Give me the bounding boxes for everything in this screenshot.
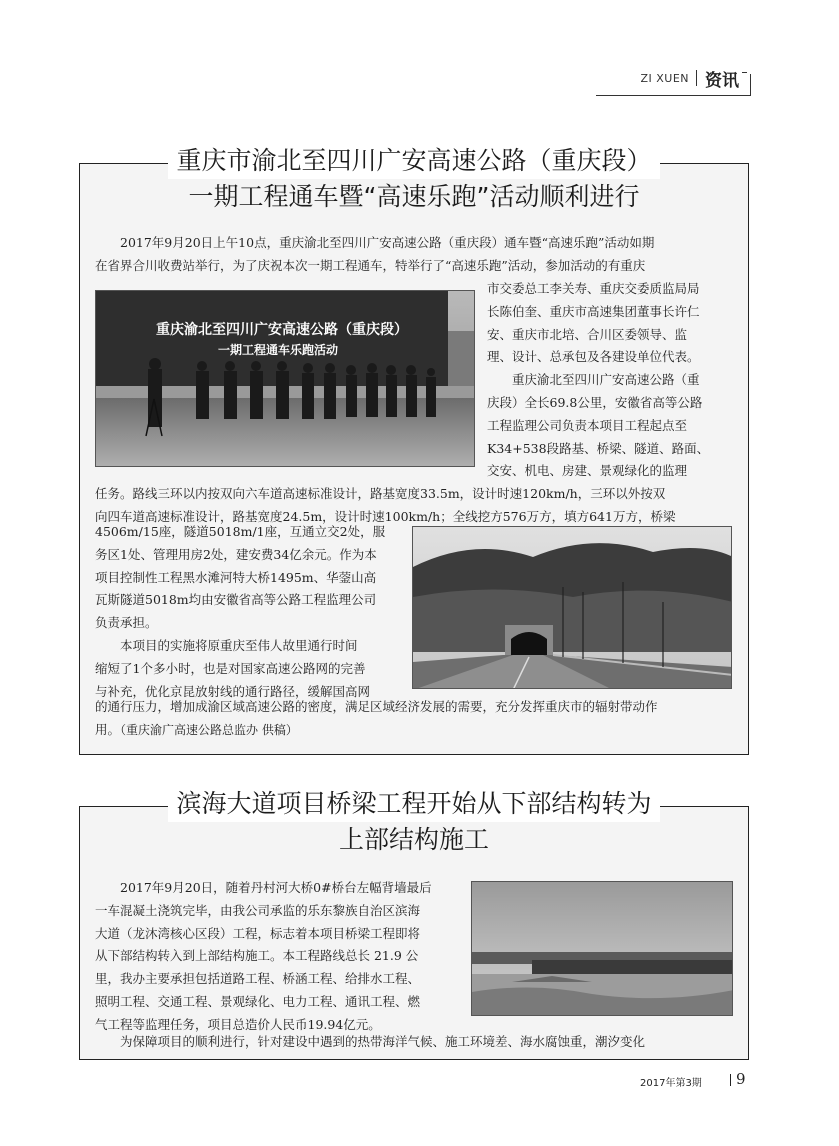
paragraph-line: 工程监理公司负责本项目工程起点至: [487, 417, 688, 433]
paragraph-line: 交安、机电、房建、景观绿化的监理: [487, 463, 688, 479]
paragraph-line: 为保障项目的顺利进行，针对建设中遇到的热带海洋气候、施工环境差、海水腐蚀重，潮汐变化: [95, 1034, 646, 1049]
ceremony-photo-image: [96, 291, 475, 467]
article2-title: [79, 786, 749, 858]
issue-label: 2017年第3期: [640, 1078, 702, 1089]
paragraph-line: 的通行压力，增加成渝区域高速公路的密度，满足区域经济发展的需要，充分发挥重庆市的辐射带动作: [95, 699, 658, 714]
article1-body-left: [95, 521, 405, 703]
paragraph-line: 大道（龙沐湾核心区段）工程，标志着本项目桥梁工程即将: [95, 925, 421, 941]
paragraph-line: 理、设计、总承包及各建设单位代表。: [487, 349, 700, 365]
ceremony-banner-text-1: 重庆渝北至四川广安高速公路（重庆段）: [156, 322, 408, 338]
section-label-zh: 资讯: [705, 71, 739, 91]
paragraph-line: 负责承担。: [95, 615, 158, 631]
construction-photo: [471, 881, 733, 1016]
article1-title-line1: 重庆市渝北至四川广安高速公路（重庆段）: [168, 143, 659, 179]
paragraph-line: 2017年9月20日上午10点，重庆渝北至四川广安高速公路（重庆段）通车暨“高速乐跑”活动如期: [95, 235, 655, 250]
paragraph-line: 任务。路线三环以内按双向六车道高速标准设计，路基宽度33.5m，设计时速120km/h，三环以外按双: [95, 486, 666, 501]
tunnel-photo-image: [413, 527, 732, 689]
paragraph-line: 瓦斯隧道5018m均由安徽省高等公路工程监理公司: [95, 592, 377, 608]
article2-title-line2: 上部结构施工: [338, 825, 489, 854]
article2-body-full: [95, 1031, 735, 1054]
article1-title: [79, 143, 749, 215]
construction-photo-image: [472, 882, 733, 1016]
footer-separator: [730, 1074, 731, 1086]
paragraph-line: 2017年9月20日，随着丹村河大桥0#桥台左幅背墙最后: [95, 880, 432, 895]
paragraph-line: 里，我办主要承担包括道路工程、桥涵工程、给排水工程、: [95, 971, 421, 987]
tunnel-photo: [412, 526, 732, 689]
paragraph-line: 气工程等监理任务，项目总造价人民币19.94亿元。: [95, 1016, 381, 1032]
paragraph-line: 市交委总工李关寿、重庆交委质监局局: [487, 281, 700, 296]
paragraph-line: 务区1处、管理用房2处，建安费34亿余元。作为本: [95, 546, 377, 562]
article1-body: [95, 232, 735, 278]
section-separator: [696, 70, 697, 86]
article1-title-line2: 一期工程通车暨“高速乐跑”活动顺利进行: [188, 182, 640, 211]
paragraph-line: 长陈伯奎、重庆市高速集团董事长许仁: [487, 303, 700, 319]
header-rule-vertical: [750, 74, 751, 96]
article1-body-end: [95, 696, 735, 742]
paragraph-last-line: [95, 719, 735, 742]
article1-body-right: [487, 278, 737, 483]
last-line-text: 用。: [95, 721, 121, 737]
paragraph-line: 与补充，优化京昆放射线的通行路径，缓解国高网: [95, 683, 371, 699]
article2-body-left: [95, 877, 465, 1037]
section-header: [596, 66, 751, 96]
paragraph-line: 缩短了1个多小时，也是对国家高速公路网的完善: [95, 660, 366, 676]
paragraph-line: 从下部结构转入到上部结构施工。本工程路线总长 21.9 公: [95, 948, 419, 964]
paragraph-line: 项目控制性工程黑水滩河特大桥1495m、华蓥山高: [95, 569, 377, 585]
header-rule: [596, 95, 751, 96]
paragraph-line: 照明工程、交通工程、景观绿化、电力工程、通讯工程、燃: [95, 993, 421, 1009]
paragraph-line: 一车混凝土浇筑完毕，由我公司承监的乐东黎族自治区滨海: [95, 902, 421, 918]
paragraph-line: 安、重庆市北培、合川区委领导、监: [487, 326, 688, 342]
article1-credit: （重庆渝广高速公路总监办 供稿）: [120, 722, 298, 737]
paragraph-line: 向四车道高速标准设计，路基宽度24.5m，设计时速100km/h；全线挖方576万方，填方641万方，桥梁: [95, 508, 676, 524]
paragraph-line: 4506m/15座，隧道5018m/1座，互通立交2处，服: [95, 524, 386, 539]
section-label-en: ZI XUEN: [640, 72, 689, 85]
ceremony-banner-text-2: 一期工程通车乐跑活动: [218, 343, 339, 357]
paragraph-line: K34+538段路基、桥梁、隧道、路面、: [487, 440, 710, 456]
paragraph-line: 庆段）全长69.8公里，安徽省高等公路: [487, 394, 703, 410]
paragraph-line: 重庆渝北至四川广安高速公路（重: [487, 372, 700, 388]
paragraph-line: 在省界合川收费站举行，为了庆祝本次一期工程通车，特举行了“高速乐跑”活动，参加活动的有重庆: [95, 257, 646, 273]
header-tick: [742, 72, 747, 73]
page-number: 9: [736, 1070, 746, 1088]
paragraph-line: 本项目的实施将原重庆至伟人故里通行时间: [95, 637, 358, 653]
article2-title-line1: 滨海大道项目桥梁工程开始从下部结构转为: [168, 786, 659, 822]
ceremony-photo: [95, 290, 475, 467]
